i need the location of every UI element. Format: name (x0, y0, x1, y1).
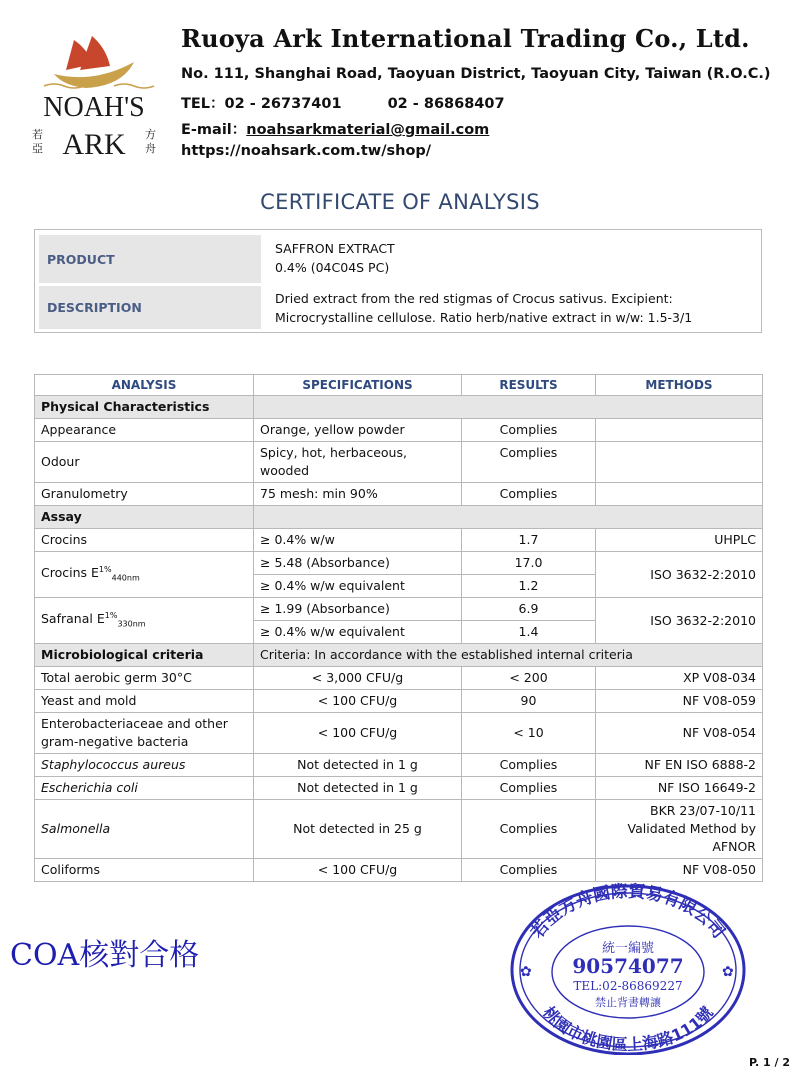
tel-label: TEL： (181, 96, 225, 112)
analysis-name: Appearance (35, 419, 254, 442)
description-value (275, 289, 692, 327)
result-value: 1.7 (462, 529, 596, 552)
spec-value: < 100 CFU/g (254, 690, 462, 713)
analysis-table (34, 374, 763, 882)
spec-value: ≥ 5.48 (Absorbance) (254, 552, 462, 575)
analysis-name: Staphylococcus aureus (35, 754, 254, 777)
flower-icon: ✿ (722, 964, 734, 980)
document-title: CERTIFICATE OF ANALYSIS (260, 190, 540, 214)
section-title: Physical Characteristics (35, 396, 254, 419)
logo-cn-left: 若 (32, 128, 43, 141)
method-value: XP V08-034 (596, 667, 763, 690)
analysis-name: Granulometry (35, 483, 254, 506)
svg-text:舟: 舟 (145, 142, 156, 155)
result-value: 1.4 (462, 621, 596, 644)
analysis-name: Enterobacteriaceae and other gram-negative bacteria (35, 713, 254, 754)
spec-value: Not detected in 1 g (254, 754, 462, 777)
seal-bottom-text: 桃園市桃園區上海路111號 (539, 1003, 717, 1055)
section-row-physical (35, 396, 763, 419)
company-logo (14, 26, 174, 166)
method-value: ISO 3632-2:2010 (596, 552, 763, 598)
logo-ark-text: ARK (62, 128, 126, 161)
result-value: Complies (462, 800, 596, 859)
header-specifications: SPECIFICATIONS (254, 375, 462, 396)
table-row (35, 754, 763, 777)
analysis-name: Escherichia coli (35, 777, 254, 800)
table-row (35, 800, 763, 859)
seal-ring-text: 若亞方舟國際貿易有限公司 (527, 881, 729, 943)
tel-2: 02 - 86868407 (387, 96, 505, 112)
website-link[interactable]: https://noahsark.com.tw/shop/ (181, 143, 432, 159)
seal-line-1: 統一編號 (601, 941, 655, 956)
header-methods: METHODS (596, 375, 763, 396)
result-value: Complies (462, 419, 596, 442)
method-value: NF V08-059 (596, 690, 763, 713)
spec-value: Not detected in 25 g (254, 800, 462, 859)
product-value (275, 239, 395, 277)
result-value: Complies (462, 754, 596, 777)
analysis-name: Safranal $E^{1\%}_{330nm}$ (35, 598, 254, 644)
spec-value: 75 mesh: min 90% (254, 483, 462, 506)
svg-text:若亞方舟國際貿易有限公司 (528, 881, 729, 943)
header-analysis: ANALYSIS (35, 375, 254, 396)
handwritten-note: COA核對合格 (10, 938, 200, 973)
method-value: NF V08-054 (596, 713, 763, 754)
spec-value: ≥ 0.4% w/w equivalent (254, 575, 462, 598)
spec-value: Not detected in 1 g (254, 777, 462, 800)
table-row (35, 419, 763, 442)
header-results: RESULTS (462, 375, 596, 396)
company-seal-stamp (508, 880, 748, 1055)
section-row-assay (35, 506, 763, 529)
email-line (181, 118, 489, 139)
email-label: E-mail： (181, 122, 247, 138)
result-value: Complies (462, 483, 596, 506)
company-name: Ruoya Ark International Trading Co., Ltd. (181, 24, 750, 53)
logo-cn-right: 方 (145, 128, 156, 141)
table-row (35, 667, 763, 690)
spec-value: ≥ 0.4% w/w (254, 529, 462, 552)
spec-value: ≥ 1.99 (Absorbance) (254, 598, 462, 621)
product-spec: 0.4% (04C04S PC) (275, 260, 390, 275)
table-row (35, 777, 763, 800)
section-title: Microbiological criteria (35, 644, 254, 667)
result-value: 1.2 (462, 575, 596, 598)
svg-text:亞: 亞 (32, 142, 43, 155)
section-title: Assay (35, 506, 254, 529)
result-value: < 200 (462, 667, 596, 690)
description-line-1: Dried extract from the red stigmas of Crocus sativus. Excipient: (275, 291, 673, 306)
analysis-name: Crocins $E^{1\%}_{440nm}$ (35, 552, 254, 598)
svg-text:桃園市桃園區上海路111號 (539, 1003, 717, 1054)
method-value: ISO 3632-2:2010 (596, 598, 763, 644)
table-row (35, 690, 763, 713)
result-value: Complies (462, 442, 596, 483)
method-value: NF ISO 16649-2 (596, 777, 763, 800)
spec-value: < 100 CFU/g (254, 713, 462, 754)
product-info-box (34, 229, 762, 333)
description-label: DESCRIPTION (39, 286, 261, 329)
method-value: NF EN ISO 6888-2 (596, 754, 763, 777)
tel-1: 02 - 26737401 (224, 96, 342, 112)
table-row (35, 442, 763, 483)
page-number: P. 1 / 2 (748, 1056, 790, 1069)
description-line-2: Microcrystalline cellulose. Ratio herb/native extract in w/w: 1.5-3/1 (275, 310, 693, 325)
logo-noahs-text: NOAH'S (43, 92, 145, 123)
method-value: UHPLC (596, 529, 763, 552)
ark-ship-icon (44, 36, 154, 88)
seal-line-3: TEL:02-86869227 (573, 979, 683, 993)
phone-line (181, 92, 505, 113)
product-name: SAFFRON EXTRACT (275, 241, 395, 256)
table-row (35, 859, 763, 882)
result-value: 90 (462, 690, 596, 713)
seal-line-2: 90574077 (572, 954, 684, 978)
analysis-name: Coliforms (35, 859, 254, 882)
section-row-micro (35, 644, 763, 667)
spec-value: Orange, yellow powder (254, 419, 462, 442)
result-value: 6.9 (462, 598, 596, 621)
company-address: No. 111, Shanghai Road, Taoyuan District, Taoyuan City, Taiwan (R.O.C.) (181, 66, 771, 82)
criteria-note: Criteria: In accordance with the established internal criteria (254, 644, 763, 667)
table-row (35, 483, 763, 506)
analysis-name: Yeast and mold (35, 690, 254, 713)
spec-value: < 3,000 CFU/g (254, 667, 462, 690)
analysis-name: Odour (35, 442, 254, 483)
table-row (35, 598, 763, 621)
seal-line-4: 禁止背書轉讓 (595, 996, 661, 1009)
table-row (35, 552, 763, 575)
table-row (35, 713, 763, 754)
spec-value: Spicy, hot, herbaceous, wooded (254, 442, 462, 483)
result-value: 17.0 (462, 552, 596, 575)
result-value: Complies (462, 777, 596, 800)
result-value: Complies (462, 859, 596, 882)
spec-value: < 100 CFU/g (254, 859, 462, 882)
analysis-name: Crocins (35, 529, 254, 552)
spec-value: ≥ 0.4% w/w equivalent (254, 621, 462, 644)
method-value: BKR 23/07-10/11 Validated Method by AFNOR (596, 800, 763, 859)
analysis-name: Salmonella (35, 800, 254, 859)
result-value: < 10 (462, 713, 596, 754)
product-label: PRODUCT (39, 235, 261, 283)
table-header-row (35, 375, 763, 396)
method-value: NF V08-050 (596, 859, 763, 882)
email-link[interactable]: noahsarkmaterial@gmail.com (246, 122, 490, 138)
analysis-name: Total aerobic germ 30°C (35, 667, 254, 690)
table-row (35, 529, 763, 552)
flower-icon: ✿ (520, 964, 532, 980)
